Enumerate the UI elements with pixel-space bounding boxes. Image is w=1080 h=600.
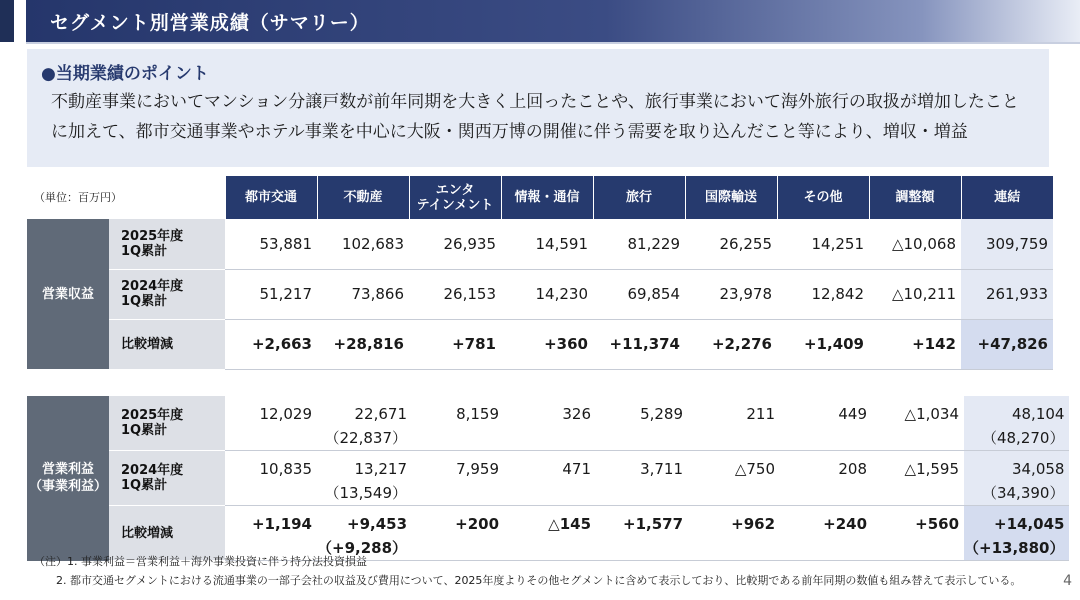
column-header: エンタ テインメント: [409, 176, 501, 219]
column-header-table: [27, 176, 1053, 219]
table-cell: 211: [688, 396, 780, 451]
column-header: 国際輸送: [685, 176, 777, 219]
table-cell-consolidated: 34,058 （34,390）: [964, 451, 1069, 506]
table-cell: △1,034: [872, 396, 964, 451]
table-cell: +240: [780, 506, 872, 561]
key-points-line-1: 不動産事業においてマンション分譲戸数が前年同期を大きく上回ったことや、旅行事業において海外旅行の取扱が増加したこと: [51, 92, 1019, 112]
table-cell-consolidated: +47,826: [961, 319, 1053, 369]
table-cell-consolidated: 309,759: [961, 219, 1053, 269]
key-points-heading: ●当期業績のポイント: [41, 64, 209, 84]
table-cell: +560: [872, 506, 964, 561]
column-header: 不動産: [317, 176, 409, 219]
table-cell: +1,409: [777, 319, 869, 369]
table-cell: +962: [688, 506, 780, 561]
table-cell: 449: [780, 396, 872, 451]
footnote-2: 2. 都市交通セグメントにおける流通事業の一部子会社の収益及び費用について、2025年度よりその他セグメントに含めて表示しており、比較期である前年同期の数値も組み替えて表示している。: [56, 574, 1022, 587]
segment-label-revenue: 営業収益: [27, 219, 109, 369]
table-cell: 12,842: [777, 269, 869, 319]
column-header: 都市交通: [225, 176, 317, 219]
table-cell: 12,029: [225, 396, 317, 451]
column-header-consolidated: 連結: [961, 176, 1053, 219]
table-cell-consolidated: 48,104 （48,270）: [964, 396, 1069, 451]
table-cell: +11,374: [593, 319, 685, 369]
column-header: 調整額: [869, 176, 961, 219]
period-label: 2024年度 1Q累計: [109, 269, 225, 319]
table-cell: 14,251: [777, 219, 869, 269]
table-cell: 14,591: [501, 219, 593, 269]
table-cell: 208: [780, 451, 872, 506]
table-cell: +1,577: [596, 506, 688, 561]
period-label: 2025年度 1Q累計: [109, 219, 225, 269]
table-cell: +28,816: [317, 319, 409, 369]
table-cell: +781: [409, 319, 501, 369]
page-title: セグメント別営業成績（サマリー）: [50, 12, 370, 34]
column-header: 情報・通信: [501, 176, 593, 219]
table-cell: 81,229: [593, 219, 685, 269]
left-accent-bar: [0, 0, 14, 42]
key-points-box: [27, 49, 1049, 167]
table-cell: 10,835: [225, 451, 317, 506]
table-cell: 5,289: [596, 396, 688, 451]
segment-label-profit: 営業利益 （事業利益）: [27, 396, 109, 561]
table-cell: +9,453 （+9,288）: [317, 506, 412, 561]
table-cell: △145: [504, 506, 596, 561]
revenue-table: [27, 219, 1053, 370]
table-cell: +360: [501, 319, 593, 369]
table-cell: 26,255: [685, 219, 777, 269]
table-cell: 13,217 （13,549）: [317, 451, 412, 506]
table-cell: +2,276: [685, 319, 777, 369]
table-cell: 23,978: [685, 269, 777, 319]
table-cell: 73,866: [317, 269, 409, 319]
period-label: 2025年度 1Q累計: [109, 396, 225, 451]
table-cell: +200: [412, 506, 504, 561]
table-cell: △10,211: [869, 269, 961, 319]
table-cell: 3,711: [596, 451, 688, 506]
table-cell: 53,881: [225, 219, 317, 269]
table-cell: 7,959: [412, 451, 504, 506]
table-cell: +142: [869, 319, 961, 369]
table-cell: 471: [504, 451, 596, 506]
slide-header: [26, 0, 1080, 44]
table-cell: △10,068: [869, 219, 961, 269]
table-cell: 69,854: [593, 269, 685, 319]
table-cell: 8,159: [412, 396, 504, 451]
table-cell: 22,671 （22,837）: [317, 396, 412, 451]
table-cell: △750: [688, 451, 780, 506]
period-label: 2024年度 1Q累計: [109, 451, 225, 506]
period-label-change: 比較増減: [109, 319, 225, 369]
footnotes: [34, 552, 1021, 590]
table-cell-consolidated: +14,045 （+13,880）: [964, 506, 1069, 561]
table-cell: +1,194: [225, 506, 317, 561]
table-cell: 102,683: [317, 219, 409, 269]
page-number: 4: [1063, 573, 1072, 589]
table-cell: 326: [504, 396, 596, 451]
table-cell: +2,663: [225, 319, 317, 369]
table-cell: 26,153: [409, 269, 501, 319]
column-header: その他: [777, 176, 869, 219]
header-spacer: [27, 176, 225, 219]
table-cell: 51,217: [225, 269, 317, 319]
profit-table: [27, 396, 1069, 561]
table-cell: △1,595: [872, 451, 964, 506]
period-label-change: 比較増減: [109, 506, 225, 561]
footnote-1: （注）1. 事業利益＝営業利益＋海外事業投資に伴う持分法投資損益: [34, 555, 367, 568]
column-header: 旅行: [593, 176, 685, 219]
table-cell: 14,230: [501, 269, 593, 319]
key-points-line-2: に加えて、都市交通事業やホテル事業を中心に大阪・関西万博の開催に伴う需要を取り込んだこと等により、増収・増益: [51, 122, 968, 142]
key-points-body: [51, 87, 1041, 147]
unit-label: （単位：百万円）: [34, 191, 122, 204]
table-cell-consolidated: 261,933: [961, 269, 1053, 319]
table-cell: 26,935: [409, 219, 501, 269]
